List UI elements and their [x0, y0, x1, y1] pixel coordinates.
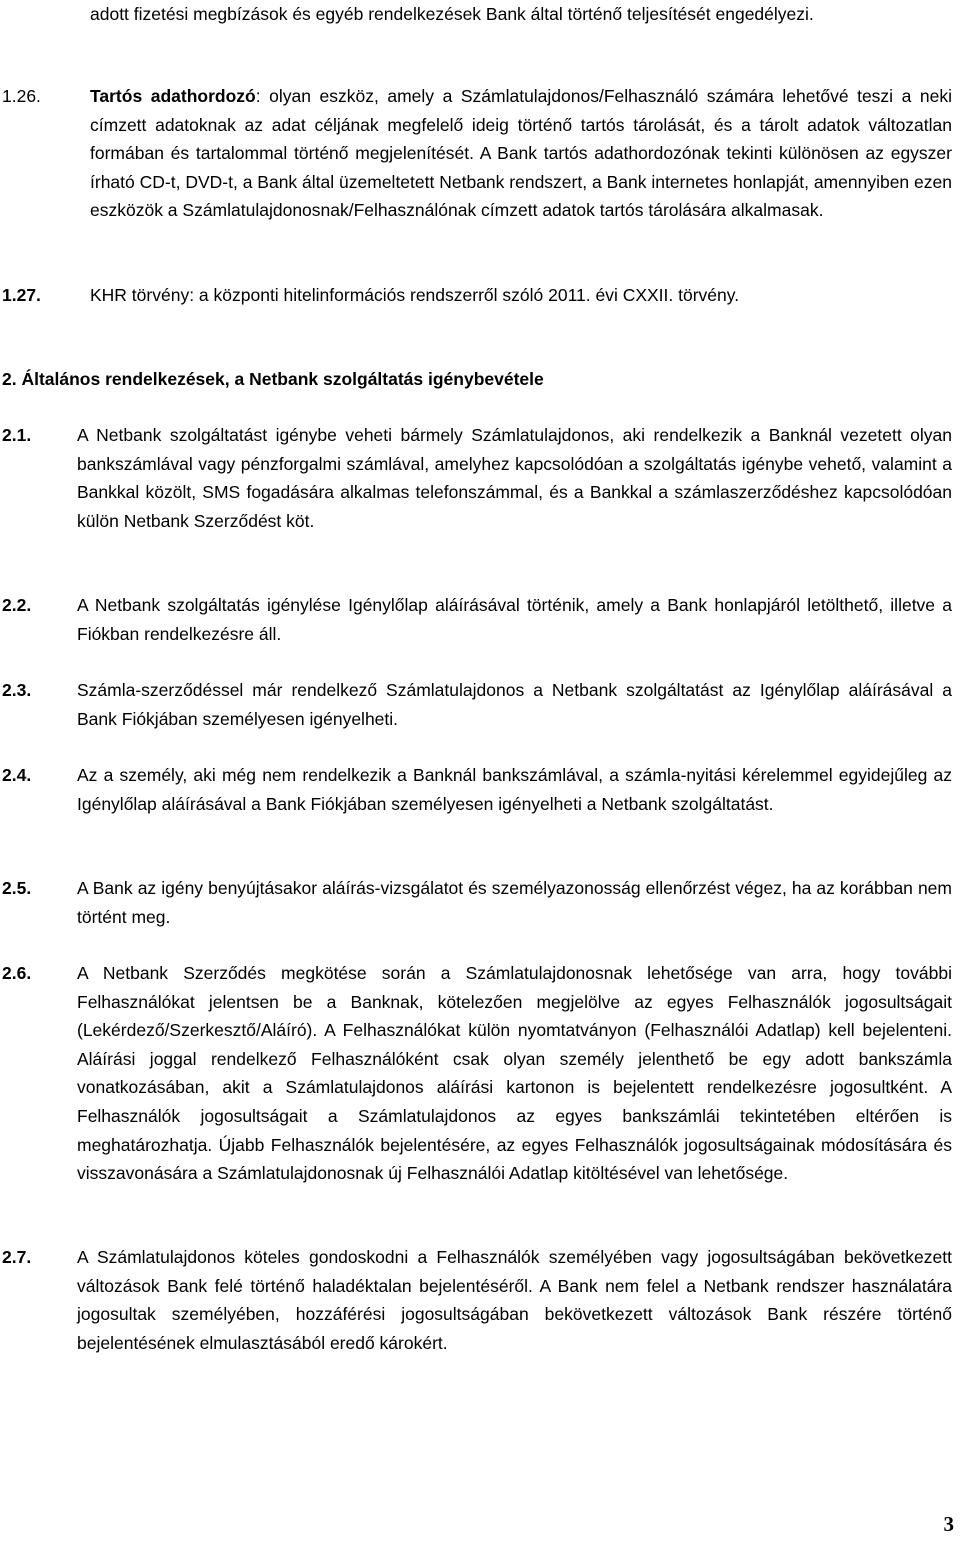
- item-number: 2.6.: [2, 963, 32, 983]
- item-text: A Netbank szolgáltatás igénylése Igénylőlap aláírásával történik, amely a Bank honlapjáról letölthető, illetve a Fiókban rendelkezésre áll.: [77, 595, 952, 644]
- defined-term: Tartós adathordozó: [90, 86, 256, 106]
- item-number: 1.26.: [2, 86, 41, 106]
- item-number: 2.2.: [2, 595, 32, 615]
- item-text: A Netbank szolgáltatást igénybe veheti bármely Számlatulajdonos, aki rendelkezik a Banknál vezetett olyan bankszámlával vagy pénzforgalmi számlával, amelyhez kapcsolódóan a szolgáltatás igénybe vehető, valamint a Bankkal közölt, SMS fogadására alkalmas telefonszámmal, és a Bankkal a számlaszerződéshez kapcsolódóan külön Netbank Szerződést köt.: [77, 425, 952, 531]
- page-number: 3: [943, 1512, 954, 1536]
- definition-body: : olyan eszköz, amely a Számlatulajdonos/Felhasználó számára lehetővé teszi a neki címzett adatoknak az adat céljának megfelelő ideig történő tartós tárolását, és a tárolt adatok változatlan formában és tartalommal történő megjelenítését. A Bank tartós adathordozónak tekinti különösen az egyszer írható CD-t, DVD-t, a Bank által üzemeltetett Netbank rendszert, a Bank internetes honlapját, amennyiben ezen eszközök a Számlatulajdonosnak/Felhasználónak címzett adatok tartós tárolására alkalmasak.: [90, 86, 952, 221]
- item-text: Az a személy, aki még nem rendelkezik a Banknál bankszámlával, a számla-nyitási kérelemmel egyidejűleg az Igénylőlap aláírásával a Bank Fiókjában személyesen igényelheti a Netbank szolgáltatást.: [77, 765, 952, 814]
- continuation-paragraph: adott fizetési megbízások és egyéb rendelkezések Bank által történő teljesítését engedélyezi.: [90, 4, 814, 24]
- item-number: 2.7.: [2, 1247, 32, 1267]
- item-text: KHR törvény: a központi hitelinformációs rendszerről szóló 2011. évi CXXII. törvény.: [90, 285, 740, 305]
- item-number: 2.3.: [2, 680, 32, 700]
- item-number: 2.1.: [2, 425, 32, 445]
- item-text: A Netbank Szerződés megkötése során a Számlatulajdonosnak lehetősége van arra, hogy további Felhasználókat jelentsen be a Banknak, kötelezően megjelölve az egyes Felhasználók jogosultságait (Lekérdező/Szerkesztő/Aláíró). A Felhasználókat külön nyomtatványon (Felhasználói Adatlap) kell bejelenteni. Aláírási joggal rendelkező Felhasználóként csak olyan személy jelenthető be egy adott bankszámla vonatkozásában, akit a Számlatulajdonos aláírási kartonon is bejelentett rendelkezésre jogosultként. A Felhasználók jogosultságait a Számlatulajdonos az egyes bankszámlái tekintetében eltérően is meghatározhatja. Újabb Felhasználók bejelentésére, az egyes Felhasználók jogosultságainak módosítására és visszavonására a Számlatulajdonosnak új Felhasználói Adatlap kitöltésével van lehetősége.: [77, 963, 952, 1184]
- item-text: [90, 82, 952, 225]
- item-text: A Bank az igény benyújtásakor aláírás-vizsgálatot és személyazonosság ellenőrzést végez, ha az korábban nem történt meg.: [77, 878, 952, 927]
- item-text: Számla-szerződéssel már rendelkező Számlatulajdonos a Netbank szolgáltatást az Igénylőlap aláírásával a Bank Fiókjában személyesen igényelheti.: [77, 680, 952, 729]
- section-heading: 2. Általános rendelkezések, a Netbank szolgáltatás igénybevétele: [2, 369, 544, 389]
- item-text: A Számlatulajdonos köteles gondoskodni a Felhasználók személyében vagy jogosultságában bekövetkezett változások Bank felé történő haladéktalan bejelentéséről. A Bank nem felel a Netbank rendszer használatára jogosultak személyében, hozzáférési jogosultságában bekövetkezett változások Bank részére történő bejelentésének elmulasztásából eredő károkért.: [77, 1247, 952, 1353]
- item-number: 2.5.: [2, 878, 32, 898]
- item-number: 2.4.: [2, 765, 32, 785]
- item-number: 1.27.: [2, 285, 41, 305]
